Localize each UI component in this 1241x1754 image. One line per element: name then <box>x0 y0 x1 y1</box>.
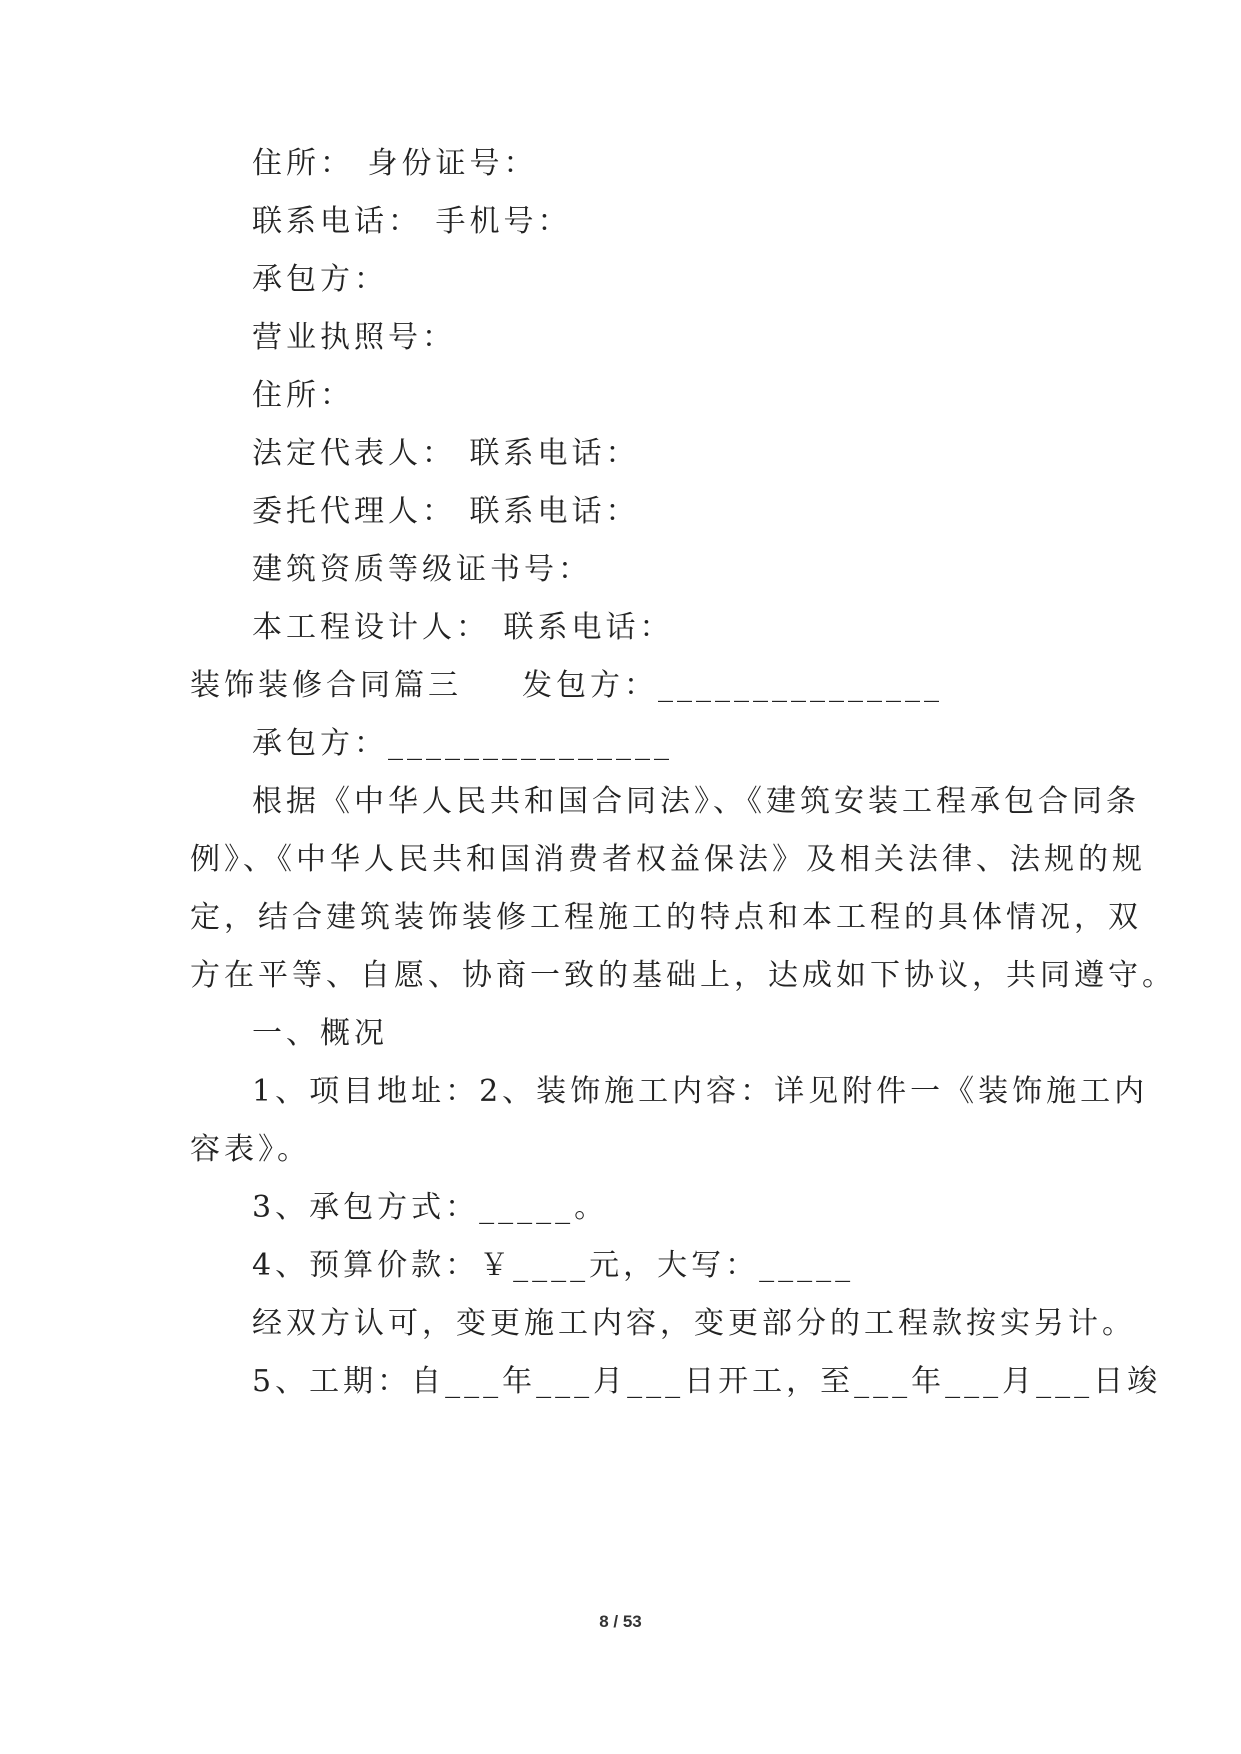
section-party: 发包方：_______________ <box>522 668 943 703</box>
paragraph-line: 定，结合建筑装饰装修工程施工的特点和本工程的具体情况，双 <box>190 900 1142 935</box>
line-qualification: 建筑资质等级证书号： <box>252 552 592 587</box>
line-phone-mobile: 联系电话： 手机号： <box>252 204 572 239</box>
section-heading-line <box>0 666 1241 706</box>
section-title: 装饰装修合同篇三 <box>190 668 462 703</box>
item-1-line: 容表》。 <box>190 1132 311 1167</box>
paragraph-line: 方在平等、自愿、协商一致的基础上，达成如下协议，共同遵守。 <box>190 958 1176 993</box>
item-4: 4、预算价款：￥____元，大写：_____ <box>252 1248 855 1283</box>
line-legal-rep: 法定代表人： 联系电话： <box>252 436 640 471</box>
paragraph-line: 根据《中华人民共和国合同法》、《建筑安装工程承包合同条 <box>252 784 1140 819</box>
line-residence-id: 住所： 身份证号： <box>252 146 538 181</box>
line-contractor: 承包方： <box>252 262 388 297</box>
paragraph-line: 例》、《中华人民共和国消费者权益保法》及相关法律、法规的规 <box>190 842 1146 877</box>
line-contractor-blank: 承包方：_______________ <box>252 726 673 761</box>
heading-overview: 一、概况 <box>252 1016 388 1051</box>
agree-line: 经双方认可，变更施工内容，变更部分的工程款按实另计。 <box>252 1306 1136 1341</box>
line-designer: 本工程设计人： 联系电话： <box>252 610 674 645</box>
item-3: 3、承包方式：_____。 <box>252 1190 609 1225</box>
page-number: 8 / 53 <box>599 1612 642 1631</box>
line-residence: 住所： <box>252 378 354 413</box>
line-agent: 委托代理人： 联系电话： <box>252 494 640 529</box>
line-business-license: 营业执照号： <box>252 320 456 355</box>
item-1-line: 1、项目地址：2、装饰施工内容：详见附件一《装饰施工内 <box>252 1074 1149 1109</box>
item-5: 5、工期：自___年___月___日开工，至___年___月___日竣 <box>252 1364 1162 1399</box>
